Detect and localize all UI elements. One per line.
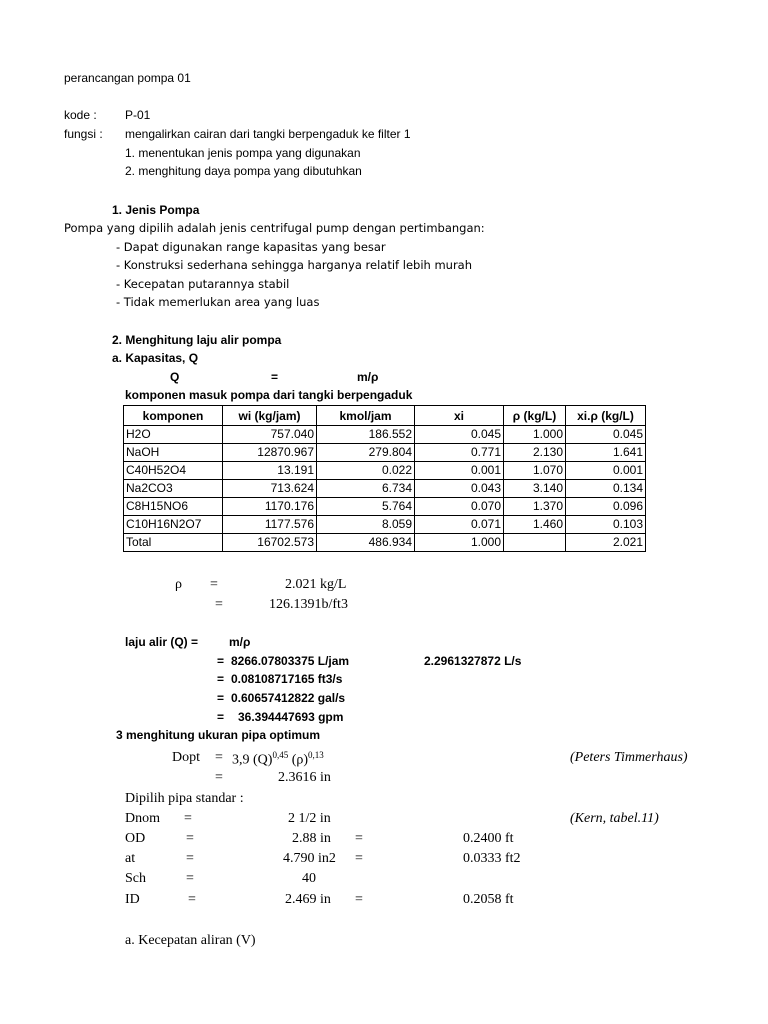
page-title: perancangan pompa 01 bbox=[64, 71, 191, 85]
dopt-formula: 3,9 $(Q)^{0,45}$ $(\rho)^{0,13}$ bbox=[232, 750, 324, 768]
flow-value: 36.394447693 gpm bbox=[238, 710, 344, 724]
column-header: kmol/jam bbox=[317, 406, 415, 426]
pipe-spec-equals: = bbox=[188, 892, 196, 907]
pipe-spec-equals: = bbox=[186, 831, 194, 846]
flow-value: 0.08108717165 ft3/s bbox=[231, 672, 343, 686]
table-caption: komponen masuk pompa dari tangki berpengaduk bbox=[125, 388, 413, 402]
table-cell: 12870.967 bbox=[223, 444, 317, 462]
dopt-equals: = bbox=[215, 750, 223, 765]
table-cell: 0.043 bbox=[415, 480, 504, 498]
q-formula: m/ρ bbox=[357, 370, 379, 384]
pipe-spec-value: 2.88 in bbox=[292, 831, 331, 846]
table-cell: 1177.576 bbox=[223, 516, 317, 534]
flow-equals: = bbox=[217, 710, 225, 724]
section3-heading: 3 menghitung ukuran pipa optimum bbox=[116, 728, 320, 742]
flow-equals: = bbox=[217, 691, 225, 705]
density-symbol: ρ bbox=[175, 577, 182, 592]
pipe-spec-label: ID bbox=[125, 892, 140, 907]
task-item: 2. menghitung daya pompa yang dibutuhkan bbox=[125, 164, 362, 178]
table-cell: 0.070 bbox=[415, 498, 504, 516]
table-cell: C8H15NO6 bbox=[124, 498, 223, 516]
section1-intro: Pompa yang dipilih adalah jenis centrifugal pump dengan pertimbangan: bbox=[64, 221, 485, 235]
dopt-label: Dopt bbox=[172, 750, 200, 765]
pipe-spec-label: at bbox=[125, 851, 136, 866]
pipe-spec-equals: = bbox=[186, 851, 194, 866]
table-cell: 1.641 bbox=[566, 444, 646, 462]
table-cell: C40H52O4 bbox=[124, 462, 223, 480]
table-row bbox=[124, 444, 646, 462]
flow-label: laju alir (Q) = bbox=[125, 635, 199, 649]
chosen-pipe-label: Dipilih pipa standar : bbox=[125, 791, 244, 806]
pipe-spec-equals: = bbox=[184, 811, 192, 826]
column-header: ρ (kg/L) bbox=[504, 406, 566, 426]
table-cell: 2.021 bbox=[566, 534, 646, 552]
table-cell: 0.001 bbox=[415, 462, 504, 480]
table-cell: 0.001 bbox=[566, 462, 646, 480]
table-cell: 1.070 bbox=[504, 462, 566, 480]
table-cell: 713.624 bbox=[223, 480, 317, 498]
table-cell: NaOH bbox=[124, 444, 223, 462]
table-cell: 0.045 bbox=[566, 426, 646, 444]
table-cell: 2.130 bbox=[504, 444, 566, 462]
pipe-spec-equals: = bbox=[355, 892, 363, 907]
pipe-spec-conversion: 0.0333 ft2 bbox=[463, 851, 521, 866]
table-cell: 0.071 bbox=[415, 516, 504, 534]
table-row bbox=[124, 426, 646, 444]
table-cell: 16702.573 bbox=[223, 534, 317, 552]
pipe-spec-label: Sch bbox=[125, 871, 146, 886]
pipe-spec-equals: = bbox=[355, 851, 363, 866]
reason-item: - Konstruksi sederhana sehingga harganya relatif lebih murah bbox=[116, 258, 473, 272]
table-cell: H2O bbox=[124, 426, 223, 444]
table-cell: 3.140 bbox=[504, 480, 566, 498]
density-equals: = bbox=[215, 597, 223, 612]
reference-peters: (Peters Timmerhaus) bbox=[570, 750, 688, 765]
reference-kern: (Kern, tabel.11) bbox=[570, 811, 659, 826]
q-symbol: Q bbox=[170, 370, 180, 384]
table-cell: 1170.176 bbox=[223, 498, 317, 516]
column-header: komponen bbox=[124, 406, 223, 426]
flow-equals: = bbox=[217, 672, 225, 686]
flow-formula: m/ρ bbox=[229, 635, 251, 649]
kode-label: kode : bbox=[64, 108, 97, 122]
component-table bbox=[123, 405, 646, 552]
table-cell: 1.000 bbox=[504, 426, 566, 444]
flow-value: 0.60657412822 gal/s bbox=[231, 691, 346, 705]
section2-heading: 2. Menghitung laju alir pompa bbox=[112, 333, 282, 347]
column-header: xi.ρ (kg/L) bbox=[566, 406, 646, 426]
pipe-spec-value: 40 bbox=[302, 871, 316, 886]
section1-heading: 1. Jenis Pompa bbox=[112, 203, 200, 217]
table-cell: 5.764 bbox=[317, 498, 415, 516]
table-cell: 1.370 bbox=[504, 498, 566, 516]
table-cell: 8.059 bbox=[317, 516, 415, 534]
density-lb-ft3: 126.1391b/ft3 bbox=[269, 597, 348, 612]
table-cell: 186.552 bbox=[317, 426, 415, 444]
table-cell: Na2CO3 bbox=[124, 480, 223, 498]
table-cell: 1.460 bbox=[504, 516, 566, 534]
pipe-spec-label: OD bbox=[125, 831, 146, 846]
column-header: xi bbox=[415, 406, 504, 426]
table-cell: 0.103 bbox=[566, 516, 646, 534]
table-cell: 0.096 bbox=[566, 498, 646, 516]
dopt-value: 2.3616 in bbox=[278, 770, 331, 785]
task-item: 1. menentukan jenis pompa yang digunakan bbox=[125, 146, 361, 160]
table-cell bbox=[504, 534, 566, 552]
pipe-spec-label: Dnom bbox=[125, 811, 160, 826]
q-equals: = bbox=[271, 370, 279, 384]
reason-item: - Dapat digunakan range kapasitas yang besar bbox=[116, 240, 386, 254]
capacity-heading: a. Kapasitas, Q bbox=[112, 351, 199, 365]
pipe-spec-value: 4.790 in2 bbox=[283, 851, 336, 866]
table-cell: 0.022 bbox=[317, 462, 415, 480]
flow-value: 8266.07803375 L/jam bbox=[231, 654, 350, 668]
table-cell: 1.000 bbox=[415, 534, 504, 552]
flow-equals: = bbox=[217, 654, 225, 668]
fungsi-label: fungsi : bbox=[64, 127, 103, 141]
dopt-equals: = bbox=[215, 770, 223, 785]
table-total-row bbox=[124, 534, 646, 552]
flow-value-ls: 2.2961327872 L/s bbox=[424, 654, 522, 668]
table-cell: 757.040 bbox=[223, 426, 317, 444]
velocity-heading: a. Kecepatan aliran (V) bbox=[125, 933, 256, 948]
kode-value: P-01 bbox=[125, 108, 151, 122]
pipe-spec-equals: = bbox=[355, 831, 363, 846]
table-cell: Total bbox=[124, 534, 223, 552]
density-kg-l: 2.021 kg/L bbox=[285, 577, 347, 592]
table-header-row bbox=[124, 406, 646, 426]
pipe-spec-conversion: 0.2400 ft bbox=[463, 831, 514, 846]
reason-item: - Kecepatan putarannya stabil bbox=[116, 277, 290, 291]
table-row bbox=[124, 462, 646, 480]
table-row bbox=[124, 498, 646, 516]
table-cell: 13.191 bbox=[223, 462, 317, 480]
pipe-spec-value: 2 1/2 in bbox=[288, 811, 331, 826]
table-cell: 0.771 bbox=[415, 444, 504, 462]
table-cell: 279.804 bbox=[317, 444, 415, 462]
table-cell: C10H16N2O7 bbox=[124, 516, 223, 534]
table-cell: 486.934 bbox=[317, 534, 415, 552]
table-row bbox=[124, 480, 646, 498]
fungsi-value: mengalirkan cairan dari tangki berpengaduk ke filter 1 bbox=[125, 127, 411, 141]
column-header: wi (kg/jam) bbox=[223, 406, 317, 426]
pipe-spec-equals: = bbox=[186, 871, 194, 886]
table-cell: 0.134 bbox=[566, 480, 646, 498]
table-cell: 6.734 bbox=[317, 480, 415, 498]
pipe-spec-conversion: 0.2058 ft bbox=[463, 892, 514, 907]
table-row bbox=[124, 516, 646, 534]
pipe-spec-value: 2.469 in bbox=[285, 892, 331, 907]
reason-item: - Tidak memerlukan area yang luas bbox=[116, 295, 320, 309]
density-equals: = bbox=[210, 577, 218, 592]
table-cell: 0.045 bbox=[415, 426, 504, 444]
